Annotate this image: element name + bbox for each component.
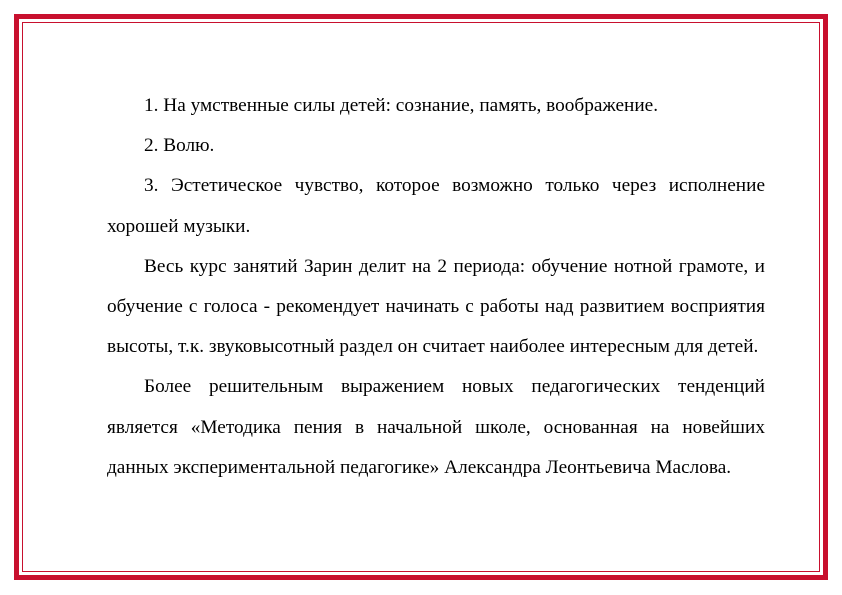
paragraph-zarin-course: Весь курс занятий Зарин делит на 2 периода: обучение нотной грамоте, и обучение с голоса - рекомендует начинать с работы над развитием восприятия высоты, т.к. звуковысотный раздел он считает наиболее интересным для детей. xyxy=(107,255,765,358)
paragraph-maslov-method: Более решительным выражением новых педагогических тенденций является «Методика пения в начальной школе, основанная на новейших данных экспериментальной педагогике» Александра Леонтьевича Маслова. xyxy=(107,376,765,478)
paragraph-item-1: 1. На умственные силы детей: сознание, память, воображение. xyxy=(144,95,659,116)
paragraph-item-2: 2. Волю. xyxy=(144,135,215,157)
document-body xyxy=(107,86,765,488)
paragraph-item-3: 3. Эстетическое чувство, которое возможно только через исполнение хорошей музыки. xyxy=(107,175,765,237)
